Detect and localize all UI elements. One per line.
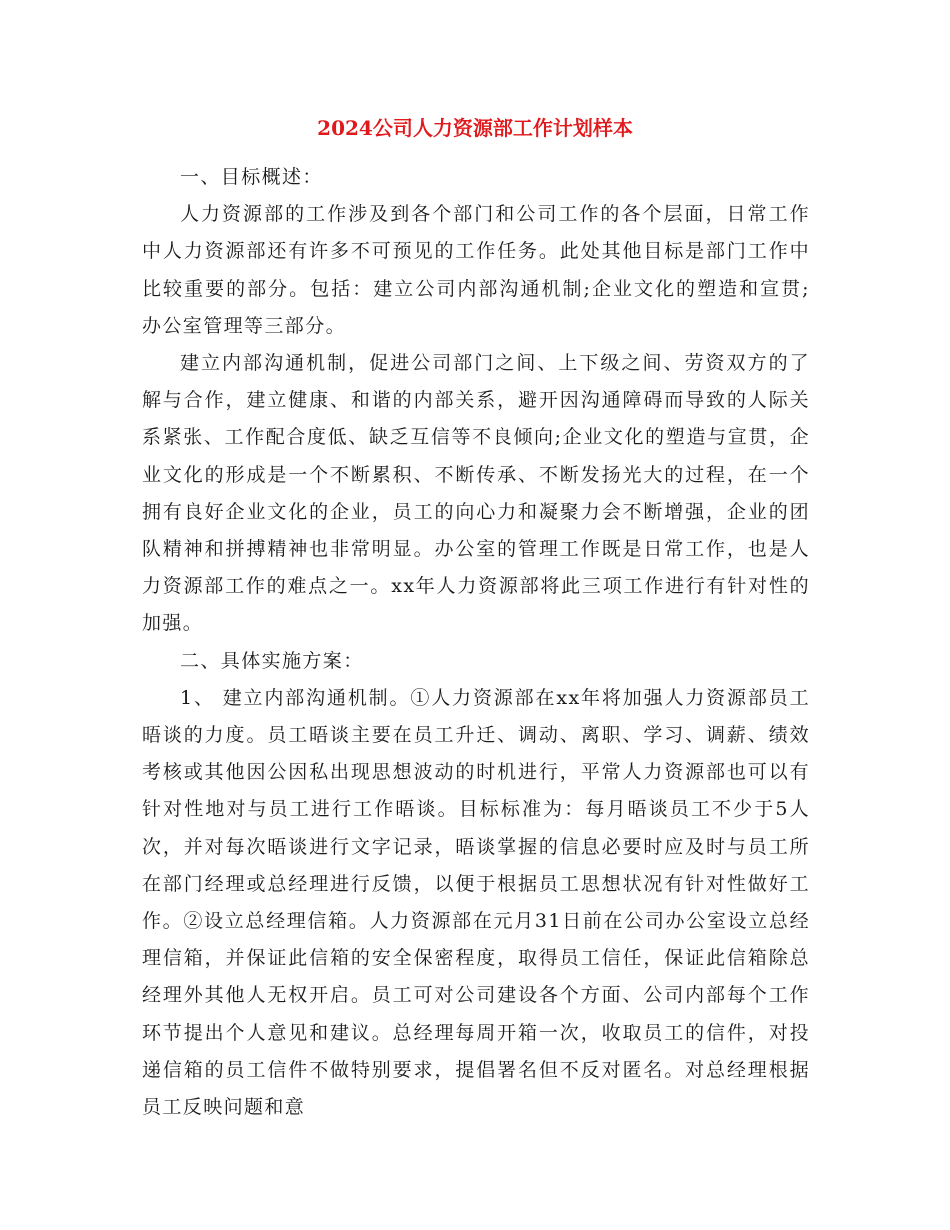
paragraph-implementation-item-1: 1、 建立内部沟通机制。①人力资源部在xx年将加强人力资源部员工晤谈的力度。员工晤谈主要在员工升迁、调动、离职、学习、调薪、绩效考核或其他因公因私出现思想波动的时机进行，平常人力资源部也可以有针对性地对与员工进行工作晤谈。目标标准为：每月晤谈员工不少于5人次，并对每次晤谈进行文字记录，晤谈掌握的信息必要时应及时与员工所在部门经理或总经理进行反馈，以便于根据员工思想状况有针对性做好工作。②设立总经理信箱。人力资源部在元月31日前在公司办公室设立总经理信箱，并保证此信箱的安全保密程度，取得员工信任，保证此信箱除总经理外其他人无权开启。员工可对公司建设各个方面、公司内部每个工作环节提出个人意见和建议。总经理每周开箱一次，收取员工的信件，对投递信箱的员工信件不做特别要求，提倡署名但不反对匿名。对总经理根据员工反映问题和意 [142,686,810,1119]
section-heading-goals: 一、目标概述： [180,166,323,188]
paragraph-communication-mechanism: 建立内部沟通机制，促进公司部门之间、上下级之间、劳资双方的了解与合作，建立健康、和谐的内部关系，避开因沟通障碍而导致的人际关系紧张、工作配合度低、缺乏互信等不良倾向;企业文化的塑造与宣贯，企业文化的形成是一个不断累积、不断传承、不断发扬光大的过程，在一个拥有良好企业文化的企业，员工的向心力和凝聚力会不断增强，企业的团队精神和拼搏精神也非常明显。办公室的管理工作既是日常工作，也是人力资源部工作的难点之一。xx年人力资源部将此三项工作进行有针对性的加强。 [142,352,810,635]
document-title: 2024公司人力资源部工作计划样本 [317,116,633,140]
paragraph-hr-scope: 人力资源部的工作涉及到各个部门和公司工作的各个层面，日常工作中人力资源部还有许多不可预见的工作任务。此处其他目标是部门工作中比较重要的部分。包括：建立公司内部沟通机制;企业文化的塑造和宣贯;办公室管理等三部分。 [142,203,810,337]
section-heading-implementation: 二、具体实施方案： [180,649,364,672]
document-body [142,159,810,1126]
